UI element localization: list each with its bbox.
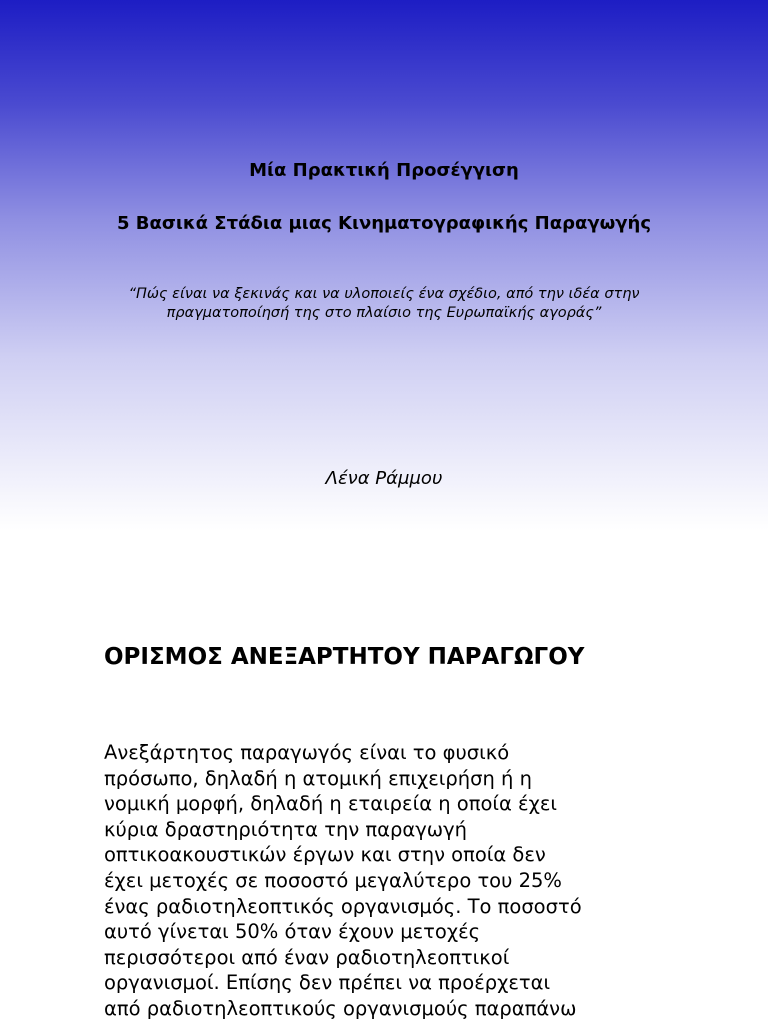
definition-heading: ΟΡΙΣΜΟΣ ΑΝΕΞΑΡΤΗΤΟΥ ΠΑΡΑΓΩΓΟΥ bbox=[104, 644, 585, 670]
body-line: πρόσωπο, δηλαδή η ατομική επιχειρήση ή η bbox=[104, 766, 532, 790]
quote-line-2: πραγματοποίησή της στο πλαίσιο της Ευρωπαϊκής αγοράς” bbox=[166, 305, 602, 321]
body-line: Ανεξάρτητος παραγωγός είναι το φυσικό bbox=[104, 741, 510, 764]
body-line: οπτικοακουστικών έργων και στην οποία δεν bbox=[104, 843, 546, 867]
body-line: αυτό γίνεται 50% όταν έχουν μετοχές bbox=[104, 920, 481, 944]
body-line: κύρια δραστηριότητα την παραγωγή bbox=[104, 817, 468, 841]
body-line: οργανισμοί. Επίσης δεν πρέπει να προέρχεται bbox=[104, 971, 551, 995]
definition-slide bbox=[0, 576, 768, 1024]
body-line: από ραδιοτηλεοπτικούς οργανισμούς παραπάνω bbox=[104, 996, 577, 1020]
quote-line-1: “Πώς είναι να ξεκινάς και να υλοποιείς ένα σχέδιο, από την ιδέα στην bbox=[128, 286, 640, 302]
definition-body bbox=[104, 740, 624, 1022]
body-line: έχει μετοχές σε ποσοστό μεγαλύτερο του 25% bbox=[104, 868, 562, 892]
slide-quote bbox=[60, 285, 708, 323]
slide-subtitle: 5 Βασικά Στάδια μιας Κινηματογραφικής Παραγωγής bbox=[116, 213, 652, 234]
slide-author: Λένα Ράμμου bbox=[325, 468, 443, 489]
body-line: περισσότεροι από έναν ραδιοτηλεοπτικοί bbox=[104, 945, 510, 969]
slide-title: Μία Πρακτική Προσέγγιση bbox=[249, 160, 519, 181]
body-line: ένας ραδιοτηλεοπτικός οργανισμός. Το ποσοστό bbox=[104, 894, 582, 918]
body-line: νομική μορφή, δηλαδή η εταιρεία η οποία έχει bbox=[104, 792, 557, 816]
